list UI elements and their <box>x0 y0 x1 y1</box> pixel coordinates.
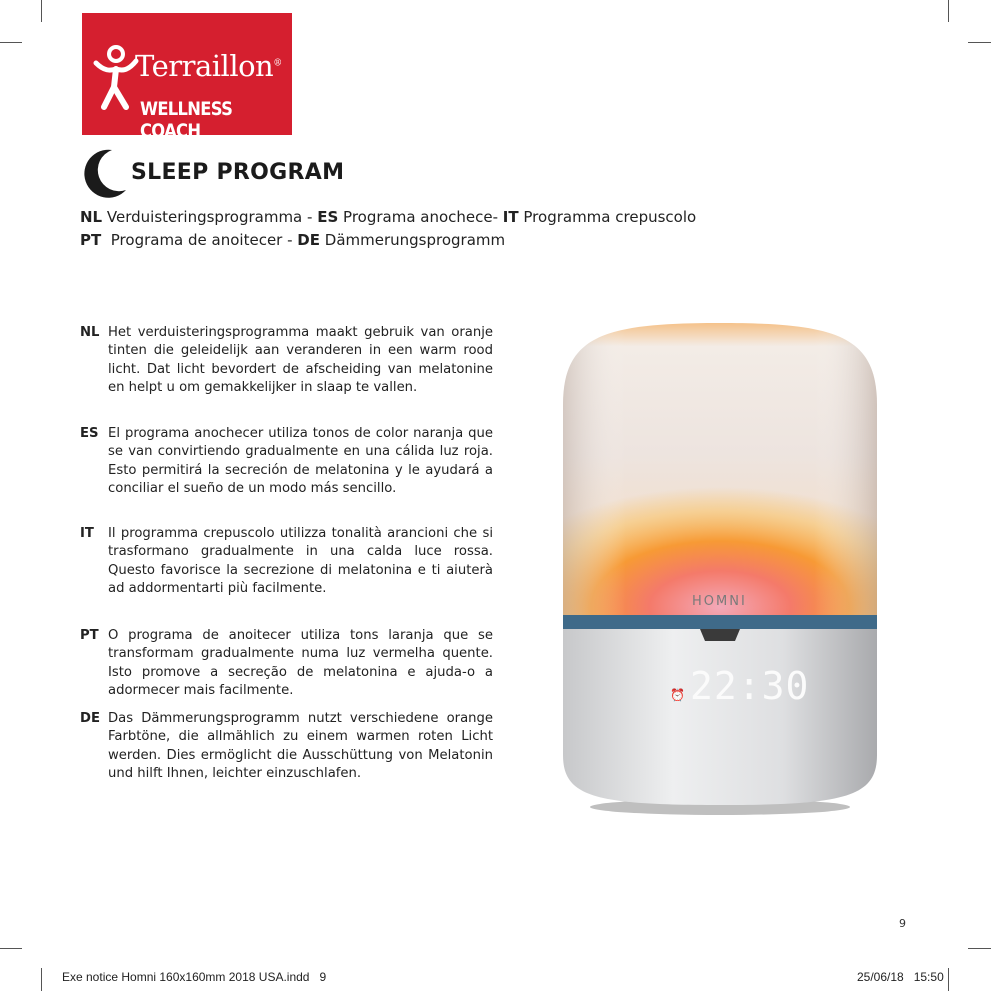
paragraph-text: El programa anochecer utiliza tonos de color naranja que se van convirtiendo gradualmente en una cálida luz roja. Esto permitirá la secreción de melatonina y le ayudará a conciliar el sueño de un modo más sencillo. <box>108 426 493 497</box>
paragraph-de <box>80 710 493 784</box>
language-code: DE <box>80 711 100 726</box>
language-code: IT <box>502 208 519 226</box>
paragraph-text: Il programma crepuscolo utilizza tonalità arancioni che si trasformano gradualmente in una calda luce rossa. Questo favorisce la secrezione di melatonina e ti aiuterà ad addormentarti più facilmente. <box>108 526 493 597</box>
paragraph-pt <box>80 627 493 701</box>
translations-line-2 <box>80 231 505 249</box>
crop-mark <box>948 968 949 991</box>
crop-mark <box>0 948 22 949</box>
language-code: ES <box>317 208 339 226</box>
translation-text: Programma crepuscolo <box>518 208 697 226</box>
crop-mark <box>968 42 991 43</box>
footer-file-name: Exe notice Homni 160x160mm 2018 USA.indd 9 <box>62 970 327 984</box>
page-number: 9 <box>899 917 906 930</box>
lamp-brand-label: HOMNI <box>692 594 747 609</box>
crop-mark <box>0 42 22 43</box>
language-code: IT <box>80 526 94 541</box>
alarm-icon: ⏰ <box>670 688 685 702</box>
crop-mark <box>968 948 991 949</box>
paragraph-nl <box>80 324 493 398</box>
language-code: DE <box>297 231 320 249</box>
crop-mark <box>41 968 42 991</box>
crop-mark <box>41 0 42 22</box>
brand-name: Terraillon® <box>135 49 282 83</box>
paragraph-es <box>80 425 493 499</box>
language-code: ES <box>80 426 99 441</box>
language-code: NL <box>80 208 103 226</box>
language-code: PT <box>80 628 99 643</box>
page-title: SLEEP PROGRAM <box>131 160 345 185</box>
homni-lamp-image <box>545 315 895 820</box>
brand-tagline: WELLNESS COACH <box>140 98 233 142</box>
paragraph-text: Das Dämmerungsprogramm nutzt verschiedene orange Farbtöne, die allmählich zu einem warmen roten Licht werden. Dies ermöglicht die Ausschüttung von Melatonin und hilft Ihnen, leichter einzuschlafen. <box>108 711 493 782</box>
crescent-moon-icon <box>82 148 128 198</box>
paragraph-it <box>80 525 493 599</box>
paragraph-text: Het verduisteringsprogramma maakt gebruik van oranje tinten die geleidelijk aan veranderen in een warm rood licht. Dat licht bevordert de afscheiding van melatonine en helpt u om gemakkelijker in slaap te vallen. <box>108 325 493 396</box>
clock-time: 22:30 <box>690 664 810 708</box>
terraillon-logo <box>82 13 292 142</box>
translation-text: Verduisteringsprogramma - <box>102 208 318 226</box>
lamp-clock-display <box>670 664 809 708</box>
paragraph-text: O programa de anoitecer utiliza tons laranja que se transformam gradualmente numa luz vermelha quente. Isto promove a secreção de melatonina e ajuda-o a adormecer mais facilmente. <box>108 628 493 699</box>
crop-mark <box>948 0 949 22</box>
translations-line-1 <box>80 208 696 226</box>
language-code: NL <box>80 325 100 340</box>
translation-text: Dämmerungsprogramm <box>320 231 506 249</box>
footer-datetime: 25/06/18 15:50 <box>857 970 944 984</box>
language-code: PT <box>80 231 102 249</box>
translation-text: Programa anochece- <box>338 208 503 226</box>
translation-text: Programa de anoitecer - <box>101 231 298 249</box>
